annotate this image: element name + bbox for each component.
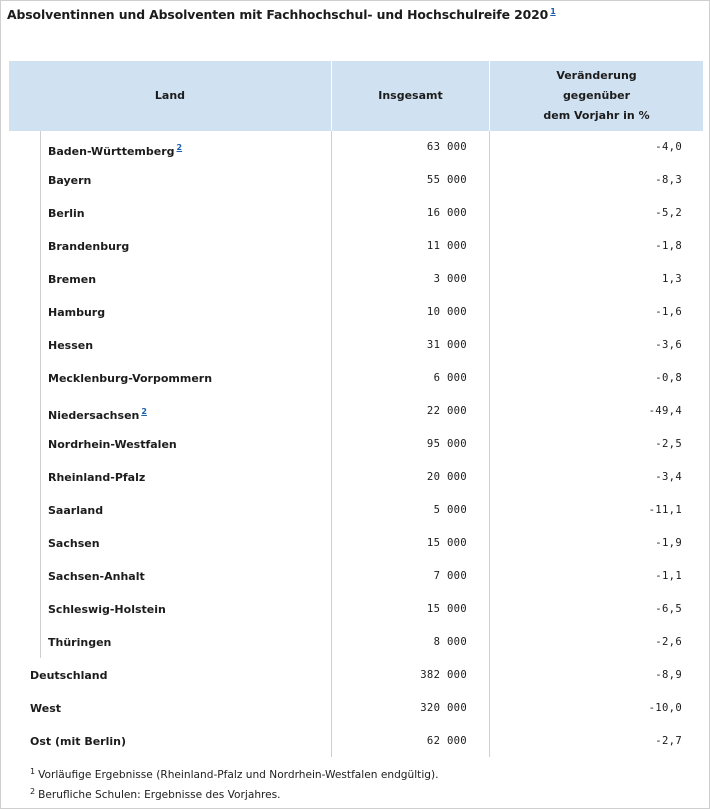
cell-insgesamt: 10 000 bbox=[426, 306, 467, 318]
table-row bbox=[0, 197, 710, 230]
table-header bbox=[9, 61, 703, 131]
table-row bbox=[0, 560, 710, 593]
cell-land-text: Sachsen-Anhalt bbox=[48, 570, 145, 583]
cell-insgesamt: 320 000 bbox=[420, 702, 467, 714]
table-row bbox=[0, 131, 710, 164]
title-footnote-link[interactable]: 1 bbox=[550, 7, 556, 16]
cell-insgesamt: 7 000 bbox=[433, 570, 467, 582]
table-row bbox=[0, 494, 710, 527]
footnote-2-number: 2 bbox=[30, 787, 36, 796]
table-total-row bbox=[0, 725, 710, 758]
cell-veraenderung: -1,8 bbox=[655, 240, 682, 252]
cell-land bbox=[48, 395, 147, 428]
table-row bbox=[0, 428, 710, 461]
cell-land bbox=[48, 230, 129, 263]
header-veraenderung-line2: gegenüber bbox=[562, 89, 631, 102]
cell-insgesamt: 16 000 bbox=[426, 207, 467, 219]
cell-insgesamt: 22 000 bbox=[426, 405, 467, 417]
footnote-2 bbox=[30, 787, 281, 801]
table-row bbox=[0, 263, 710, 296]
cell-veraenderung: -2,7 bbox=[655, 735, 682, 747]
table-total-row bbox=[0, 692, 710, 725]
header-insgesamt: Insgesamt bbox=[378, 89, 443, 102]
cell-land-text: Berlin bbox=[48, 207, 85, 220]
table-row bbox=[0, 164, 710, 197]
cell-veraenderung: -11,1 bbox=[648, 504, 682, 516]
cell-insgesamt: 95 000 bbox=[426, 438, 467, 450]
cell-insgesamt: 55 000 bbox=[426, 174, 467, 186]
cell-land bbox=[48, 494, 103, 527]
cell-veraenderung: -0,8 bbox=[655, 372, 682, 384]
cell-land-text: Rheinland-Pfalz bbox=[48, 471, 146, 484]
cell-land-text: Saarland bbox=[48, 504, 104, 517]
cell-land-text: Bremen bbox=[48, 273, 97, 286]
table-row bbox=[0, 230, 710, 263]
cell-veraenderung: -8,3 bbox=[655, 174, 682, 186]
cell-insgesamt: 31 000 bbox=[426, 339, 467, 351]
cell-land-text: Ost (mit Berlin) bbox=[30, 735, 127, 748]
cell-veraenderung: -1,1 bbox=[655, 570, 682, 582]
cell-veraenderung: -4,0 bbox=[655, 141, 682, 153]
cell-land bbox=[48, 593, 166, 626]
cell-land bbox=[48, 626, 111, 659]
cell-land bbox=[48, 362, 212, 395]
cell-veraenderung: -2,5 bbox=[655, 438, 682, 450]
footnote-1-text: Vorläufige Ergebnisse (Rheinland-Pfalz und Nordrhein-Westfalen endgültig). bbox=[38, 769, 439, 781]
cell-veraenderung: -3,4 bbox=[655, 471, 682, 483]
table-title bbox=[7, 7, 556, 22]
cell-land-text: Brandenburg bbox=[48, 240, 130, 253]
cell-land-text: West bbox=[30, 702, 62, 715]
cell-veraenderung: -49,4 bbox=[648, 405, 682, 417]
cell-insgesamt: 5 000 bbox=[433, 504, 467, 516]
cell-land bbox=[48, 527, 100, 560]
footnote-ref-link[interactable]: 2 bbox=[176, 143, 183, 152]
table-row bbox=[0, 593, 710, 626]
cell-veraenderung: -3,6 bbox=[655, 339, 682, 351]
cell-land bbox=[30, 692, 61, 725]
cell-land bbox=[48, 263, 96, 296]
table-total-row bbox=[0, 659, 710, 692]
cell-land-text: Hessen bbox=[48, 339, 94, 352]
table-title-text: Absolventinnen und Absolventen mit Fachhochschul- und Hochschulreife 2020 bbox=[7, 7, 549, 22]
cell-land-text: Deutschland bbox=[30, 669, 108, 682]
cell-land bbox=[48, 329, 93, 362]
table-row bbox=[0, 395, 710, 428]
cell-land-text: Niedersachsen bbox=[48, 409, 140, 422]
cell-insgesamt: 3 000 bbox=[433, 273, 467, 285]
cell-land-text: Schleswig-Holstein bbox=[48, 603, 166, 616]
cell-insgesamt: 11 000 bbox=[426, 240, 467, 252]
cell-insgesamt: 6 000 bbox=[433, 372, 467, 384]
cell-land-text: Baden-Württemberg bbox=[48, 145, 175, 158]
table-row bbox=[0, 296, 710, 329]
cell-land-text: Thüringen bbox=[48, 636, 112, 649]
cell-insgesamt: 15 000 bbox=[426, 603, 467, 615]
cell-land bbox=[48, 461, 145, 494]
cell-veraenderung: -5,2 bbox=[655, 207, 682, 219]
cell-land bbox=[48, 131, 182, 164]
cell-land-text: Mecklenburg-Vorpommern bbox=[48, 372, 213, 385]
cell-land bbox=[30, 659, 107, 692]
cell-land bbox=[30, 725, 126, 758]
cell-veraenderung: -1,6 bbox=[655, 306, 682, 318]
table-row bbox=[0, 362, 710, 395]
table-row bbox=[0, 626, 710, 659]
cell-insgesamt: 20 000 bbox=[426, 471, 467, 483]
table-row bbox=[0, 329, 710, 362]
cell-land bbox=[48, 296, 105, 329]
cell-land-text: Bayern bbox=[48, 174, 92, 187]
cell-land-text: Sachsen bbox=[48, 537, 100, 550]
cell-land bbox=[48, 560, 145, 593]
cell-veraenderung: -8,9 bbox=[655, 669, 682, 681]
cell-insgesamt: 62 000 bbox=[426, 735, 467, 747]
cell-land bbox=[48, 197, 85, 230]
cell-land bbox=[48, 428, 177, 461]
header-veraenderung bbox=[490, 61, 703, 131]
footnote-ref-link[interactable]: 2 bbox=[141, 407, 147, 416]
footnote-2-text: Berufliche Schulen: Ergebnisse des Vorjahres. bbox=[38, 789, 281, 801]
table-row bbox=[0, 527, 710, 560]
cell-insgesamt: 382 000 bbox=[420, 669, 467, 681]
header-veraenderung-line3: dem Vorjahr in % bbox=[543, 109, 650, 122]
cell-land-text: Hamburg bbox=[48, 306, 106, 319]
cell-veraenderung: -2,6 bbox=[655, 636, 682, 648]
cell-veraenderung: -6,5 bbox=[655, 603, 682, 615]
cell-veraenderung: -10,0 bbox=[648, 702, 682, 714]
cell-insgesamt: 15 000 bbox=[426, 537, 467, 549]
footnote-1-number: 1 bbox=[30, 767, 36, 776]
table-row bbox=[0, 461, 710, 494]
header-land: Land bbox=[154, 89, 186, 102]
footnote-1 bbox=[30, 767, 439, 781]
cell-veraenderung: -1,9 bbox=[655, 537, 682, 549]
cell-land bbox=[48, 164, 91, 197]
cell-veraenderung: 1,3 bbox=[661, 273, 682, 285]
cell-land-text: Nordrhein-Westfalen bbox=[48, 438, 177, 451]
cell-insgesamt: 63 000 bbox=[426, 141, 467, 153]
header-veraenderung-line1: Veränderung bbox=[556, 69, 637, 82]
cell-insgesamt: 8 000 bbox=[433, 636, 467, 648]
